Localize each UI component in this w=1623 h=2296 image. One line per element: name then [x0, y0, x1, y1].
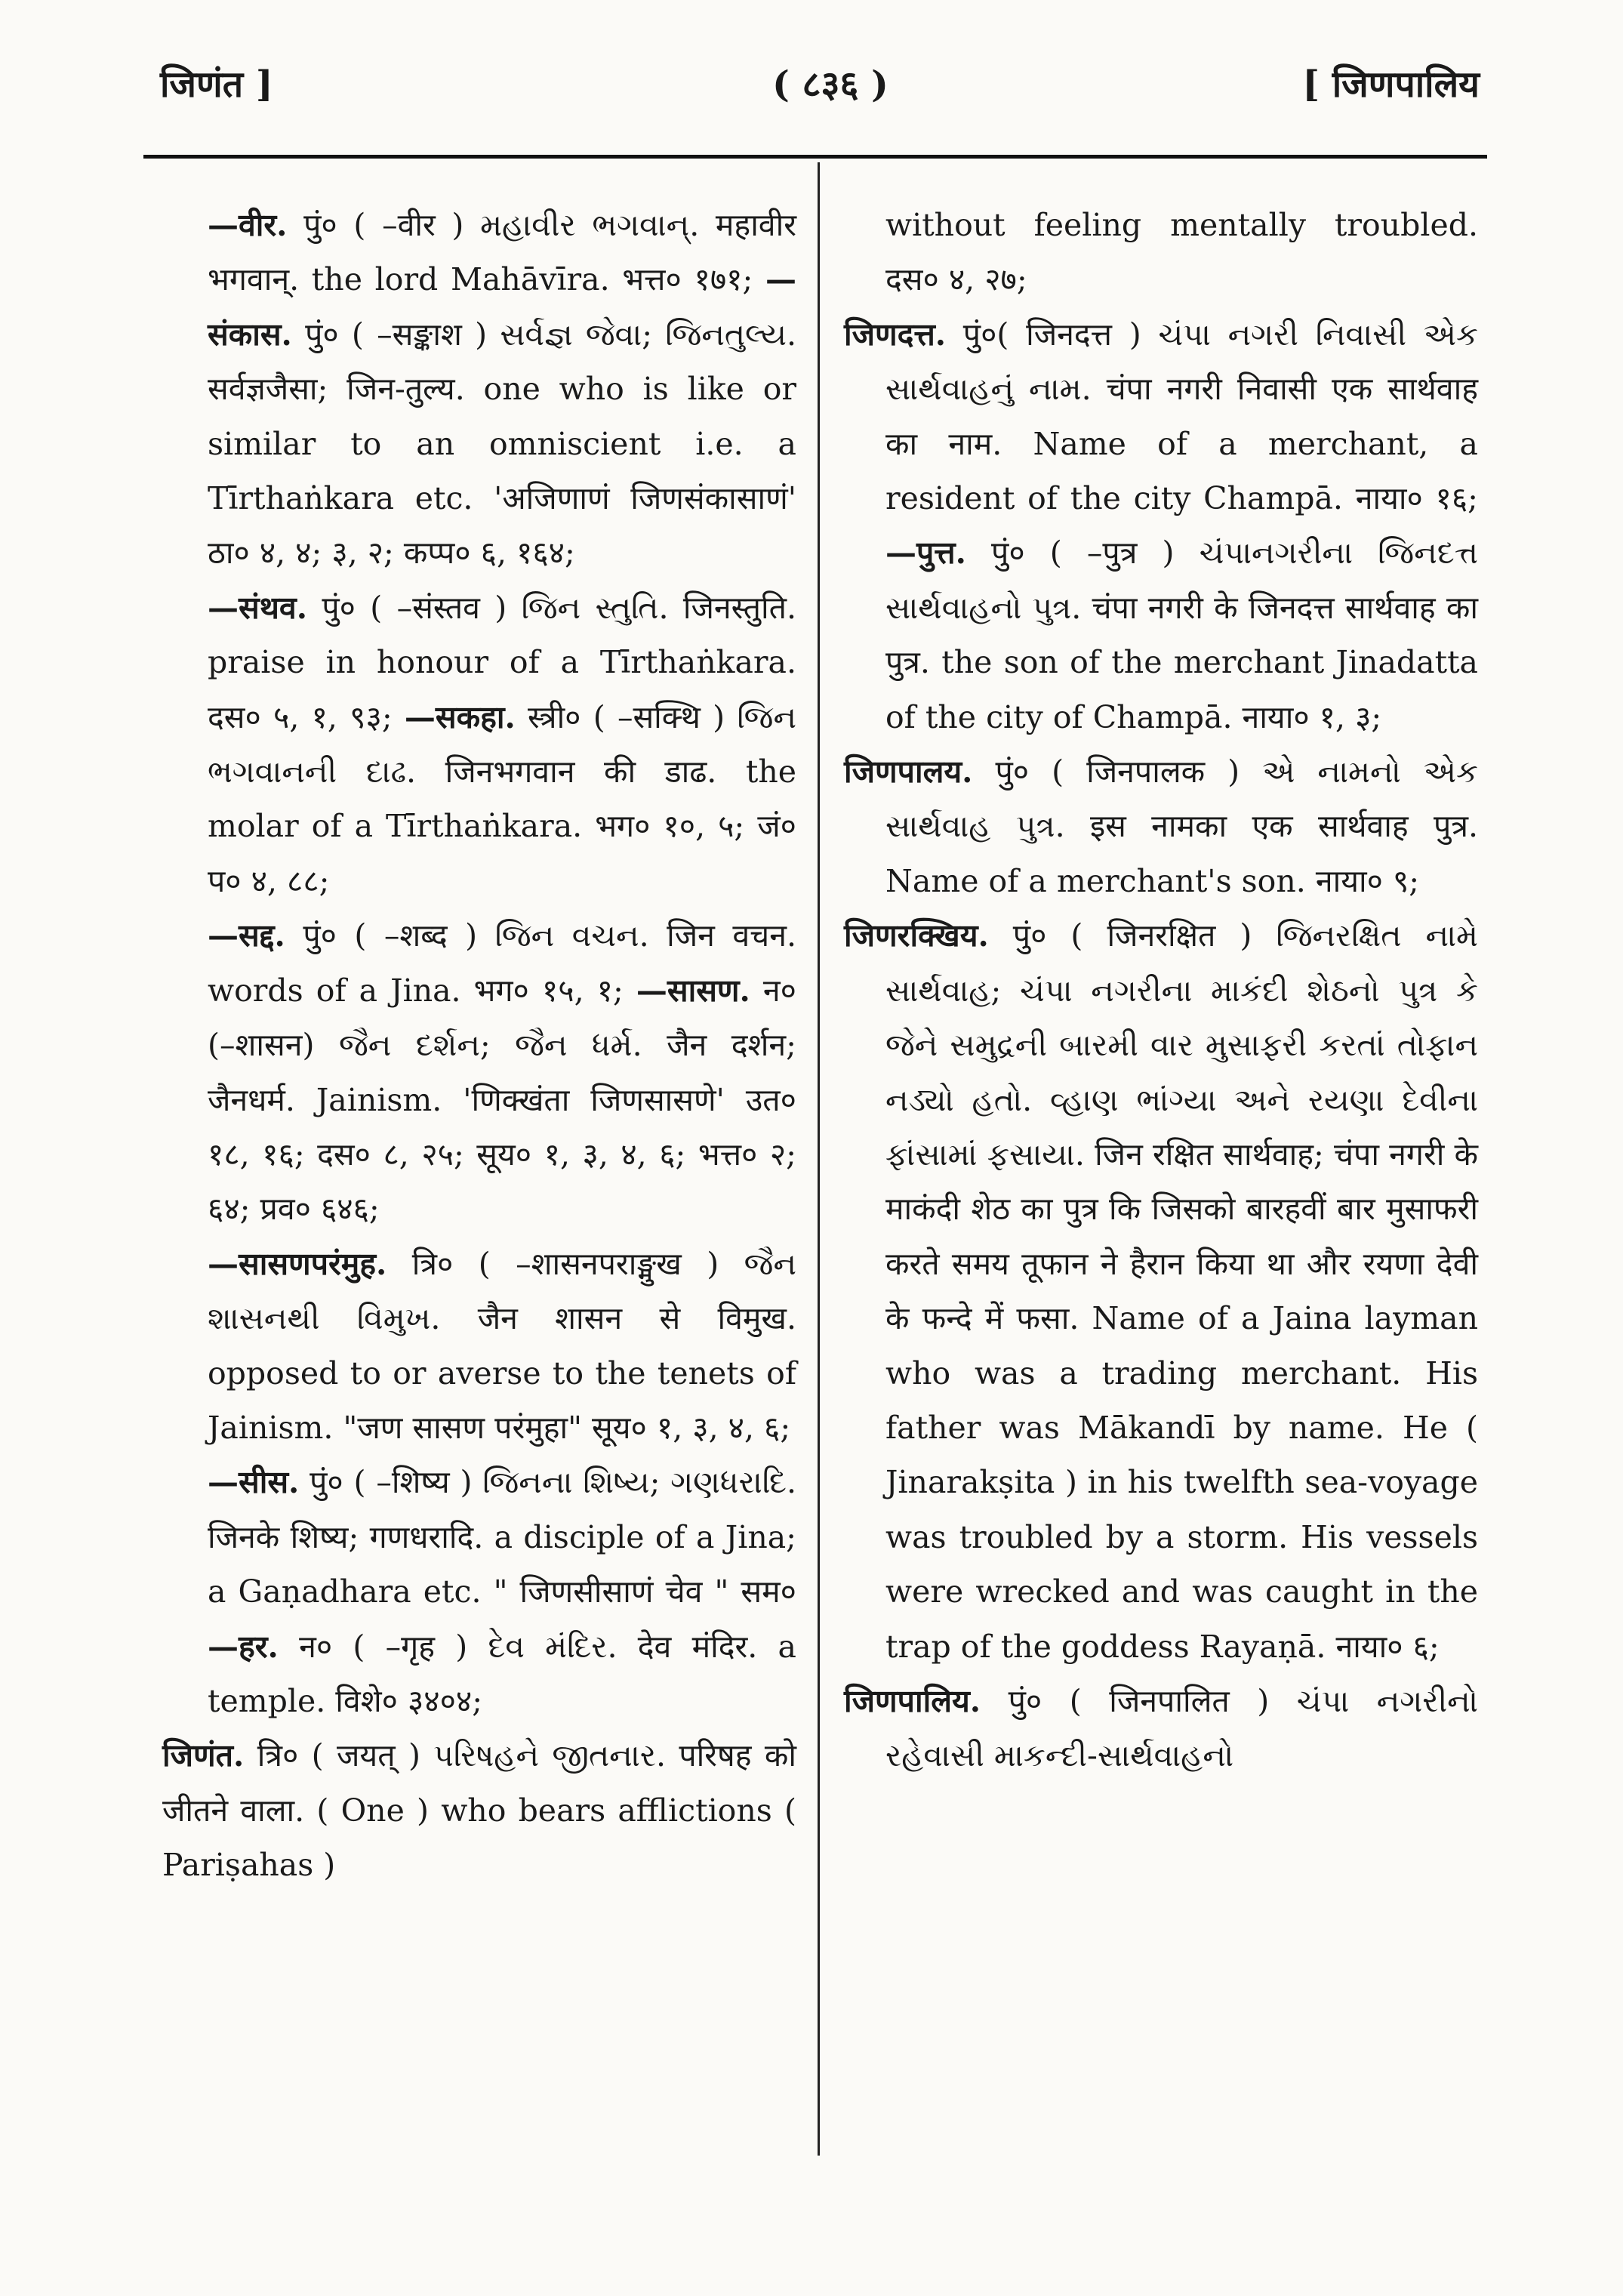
entry-definition: पुं० ( –संस्तव ) જિન સ્તુતિ. जिनस्तुति. praise in honour of a Tīrthaṅkara. दस० ५, १, ९३; [208, 589, 796, 735]
entry-definition: पुं० ( जिनरक्षित ) જિનરક્ષિત નામે સાર્થવાહ; ચંપા નગરીના માકંદી શેઠનો પુત્ર કે જેને સમુદ્રની બારમી વાર મુસાફરી કરતાં તોફાન નડ્યો હતો. વ્હાણ ભાંગ્યા અને રયણા દેવીના ફાંસામાં ફસાયા. जिन रक्षित सार्थवाह; चंपा नगरी के माकंदी शेठ का पुत्र कि जिसको बारहवीं बार मुसाफरी करते समय तूफान ने हैरान किया था और रयणा देवी के फन्दे में फसा. Name of a Jaina layman who was a trading merchant. His father was Mākandī by name. He ( Jinarakṣita ) in his twelfth sea-voyage was troubled by a storm. His vessels were wrecked and was caught in the trap of the goddess Rayaṇā. नाया० ६; [885, 917, 1478, 1665]
dictionary-entry [844, 744, 1478, 908]
dictionary-entry [208, 908, 796, 1236]
entry-headword: —सद्द. [208, 917, 285, 954]
entry-definition: पुं० ( –शिष्य ) જિનના શિષ્ય; ગણધરાદિ. जिनके शिष्य; गणधरादि. a disciple of a Jina; a Gaṇadhara etc. " जिणसीसाणं चेव " सम० [208, 1464, 796, 1610]
entry-headword: जिणपालय. [844, 754, 973, 791]
page-number: ( ८३६ ) [772, 63, 888, 106]
dictionary-entry [844, 307, 1478, 744]
dictionary-entry [208, 1455, 796, 1728]
entry-headword: —सीस. [208, 1464, 300, 1501]
entry-definition: त्रि० ( जयत् ) પરિષહને જીતનાર. परिषह को जीतने वाला. ( One ) who bears afflictions ( Pariṣahas ) [162, 1737, 796, 1884]
entry-definition: without feeling mentally troubled. दस० ४, २७; [885, 207, 1478, 298]
dictionary-entry [208, 1237, 796, 1456]
header-right-guideword: [ जिणपालिय [1302, 63, 1480, 106]
entry-headword: —हर. [208, 1628, 279, 1665]
entry-definition: त्रि० ( –शासनपराङ्मुख ) જૈન શાસનથી વિમુખ. जैन शासन से विमुख. opposed to or averse to the tenets of Jainism. "जण सासण परंमुहा" सूय० १, ३, ४, ६; [208, 1245, 796, 1446]
entry-definition: पुं० ( जिनपालक ) એ નામનો એક સાર્થવાહ પુત્ર. इस नामका एक सार्थवाह पुत्र. Name of a merchant's son. नाया० ९; [885, 754, 1478, 899]
dictionary-entry [844, 1674, 1478, 1783]
entry-headword: —वीर. [208, 207, 288, 243]
entry-definition: पुं० ( –शब्द ) જિન વચન. जिन वचन. words of a Jina. भग० १५, १; [208, 917, 796, 1009]
entry-headword: —पुत्त. [885, 535, 966, 572]
entry-headword: जिणंत. [162, 1737, 245, 1774]
entry-headword: —सासणपरंमुह. [208, 1245, 387, 1282]
entry-definition: पुं०( जिनदत्त ) ચંપા નગરી નિવાસી એક સાર્થવાહનું નામ. चंपा नगरी निवासी एक सार्थवाह का नाम. Name of a merchant, a resident of the city Champā. नाया० १६; [885, 316, 1478, 517]
entry-definition: स्त्री० ( –सक्थि ) જિન ભગવાનની દાઢ. जिनभगवान की डाढ. the molar of a Tīrthaṅkara. भग० १०, ५; जं० प० ४, ८८; [208, 698, 796, 899]
dictionary-entry [162, 1728, 796, 1892]
entry-headword: जिणरक्खिय. [844, 917, 989, 954]
dictionary-entry [844, 198, 1478, 307]
entry-headword: —संथव. [208, 589, 307, 626]
entry-headword: जिणदत्त. [844, 316, 947, 353]
entry-definition: पुं० ( जिनपालित ) ચંપા નગરીનો રહેવાસી માકન્દી-સાર્થવાહનો [885, 1682, 1478, 1774]
column-divider [818, 162, 820, 2156]
page-header [0, 59, 1623, 119]
header-left-guideword: जिणंत ] [160, 63, 273, 106]
right-column [844, 198, 1478, 1783]
entry-definition: न० ( –गृह ) દેવ મંદિર. देव मंदिर. a temple. विशे० ३४०४; [208, 1628, 796, 1719]
dictionary-entry [208, 198, 796, 581]
entry-headword: —सासण. [636, 972, 750, 1009]
dictionary-entry [844, 908, 1478, 1674]
entry-definition: पुं० ( –सङ्काश ) સર્વજ્ઞ જેવા; જિનતુલ્ય. सर्वज्ञजैसा; जिन-तुल्य. one who is like or similar to an omniscient i.e. a Tīrthaṅkara etc. 'अजिणाणं जिणसंकासाणं' ठा० ४, ४; ३, २; कप्प० ६, १६४; [208, 316, 796, 572]
entry-definition: पुं० ( –पुत्र ) ચંપાનગરીના જિનદત્ત સાર્થવાહનો પુત્ર. चंपा नगरी के जिनदत्त सार्थवाह का पुत्र. the son of the merchant Jinadatta of the city of Champā. नाया० १, ३; [885, 535, 1478, 735]
header-rule [143, 155, 1487, 159]
entry-definition: पुं० ( –वीर ) મહાવીર ભગવાન્. महावीर भगवान्. the lord Mahāvīra. भत्त० १७१; [208, 207, 796, 298]
entry-headword: जिणपालिय. [844, 1682, 981, 1719]
left-column [162, 198, 796, 1893]
entry-headword: —सकहा. [404, 698, 516, 735]
entry-definition: न० (–शासन) જૈન દર્શન; જૈન ધર્મ. जैन दर्शन; जैनधर्म. Jainism. 'णिक्खंता जिणसासणे' उत० १८, १६; दस० ८, २५; सूय० १, ३, ४, ६; भत्त० २; ६४; प्रव० ६४६; [208, 972, 796, 1228]
dictionary-entry [208, 581, 796, 908]
entry-headword: —संकास. [208, 261, 796, 353]
